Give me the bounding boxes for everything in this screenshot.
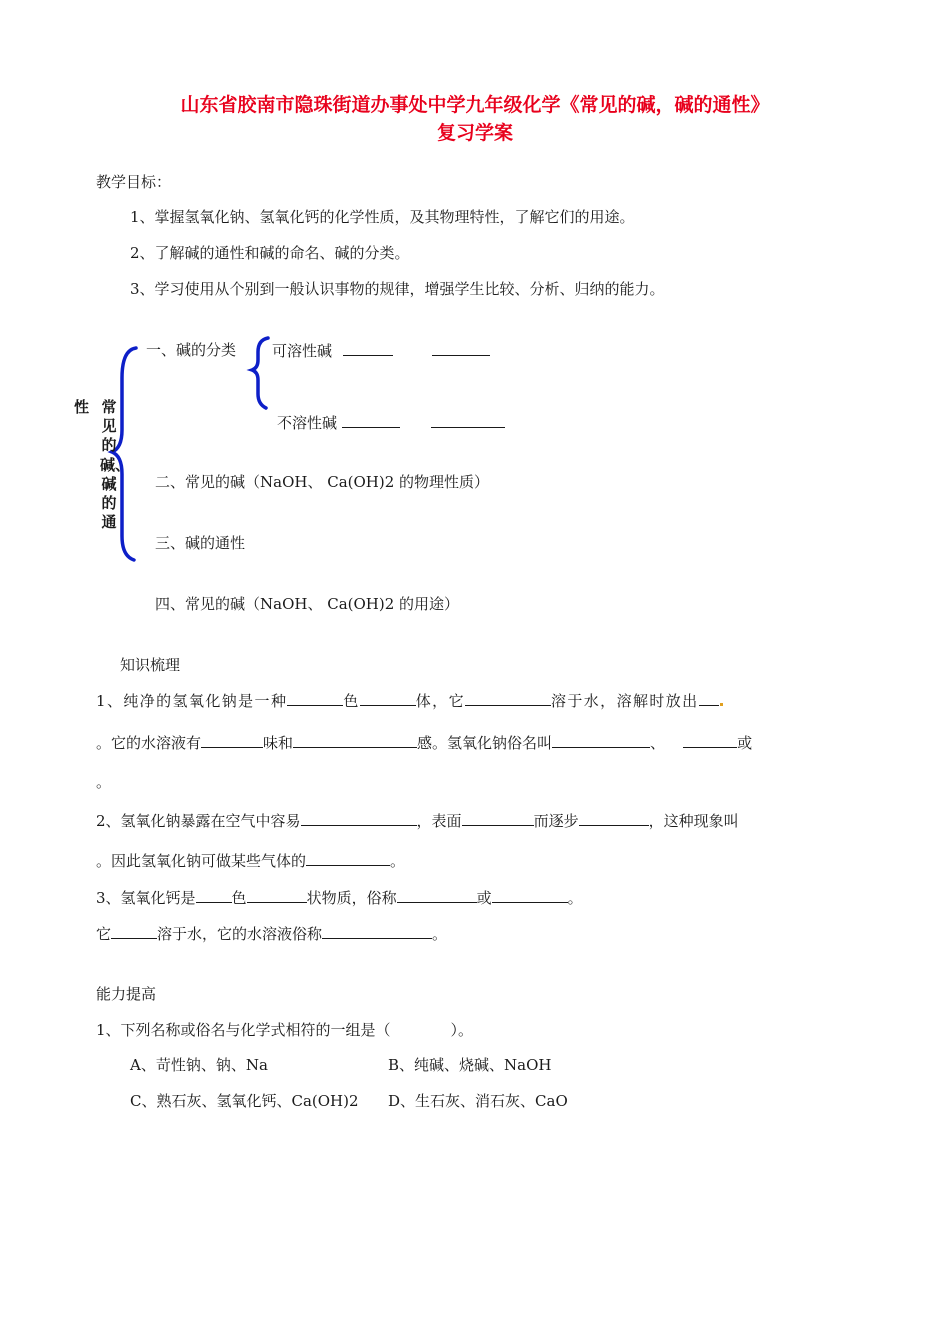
- outline-item-2: 二、常见的碱（NaOH、 Ca(OH)2 的物理性质）: [155, 473, 490, 491]
- q1-text-7: 感。氢氧化钠俗名叫: [417, 734, 553, 752]
- q1-text-5: 。它的水溶液有: [96, 734, 202, 752]
- objective-item-1: 1、掌握氢氧化钠、氢氧化钙的化学性质，及其物理特性，了解它们的用途。: [130, 208, 635, 226]
- ability-heading: 能力提高: [96, 985, 157, 1003]
- outline-item-1: 一、碱的分类: [146, 341, 237, 359]
- q1-blank-taste[interactable]: [201, 732, 263, 748]
- objectives-heading: 教学目标：: [96, 173, 172, 191]
- q1-text-6: 味和: [263, 734, 294, 752]
- q1-blank-feel[interactable]: [293, 732, 417, 748]
- q3-text-4: 或: [476, 889, 492, 907]
- knowledge-heading: 知识梳理: [120, 656, 181, 674]
- q2-text-2: ，表面: [416, 812, 462, 830]
- q3-blank-color[interactable]: [196, 887, 232, 903]
- q1-mark-dot: [720, 703, 723, 706]
- q1-text-1: 1、纯净的氢氧化钠是一种: [96, 692, 288, 710]
- insoluble-blank-2[interactable]: [431, 412, 505, 428]
- q1-text-4: 溶于水，溶解时放出: [550, 692, 699, 710]
- option-a[interactable]: A、苛性钠、钠、Na: [130, 1056, 268, 1074]
- objective-item-3: 3、学习使用从个别到一般认识事物的规律，增强学生比较、分析、归纳的能力。: [130, 280, 665, 298]
- insoluble-base-label: 不溶性碱: [277, 414, 338, 432]
- q2-text-6: 。: [390, 852, 406, 870]
- ability-question-1: 1、下列名称或俗名与化学式相符的一组是（ ）。: [96, 1021, 474, 1039]
- q1-text-8: 、: [650, 734, 666, 752]
- knowledge-q1-line3: 。: [96, 773, 112, 791]
- q2-text-1: 2、氢氧化钠暴露在空气中容易: [96, 812, 301, 830]
- q3-blank-name-1[interactable]: [397, 887, 477, 903]
- q2-blank-absorb[interactable]: [301, 810, 417, 826]
- q2-text-5: 。因此氢氧化钠可做某些气体的: [96, 852, 307, 870]
- soluble-base-label: 可溶性碱: [272, 342, 333, 360]
- q1-blank-state[interactable]: [360, 690, 416, 706]
- q3-blank-form[interactable]: [247, 887, 307, 903]
- objective-item-2: 2、了解碱的通性和碱的命名、碱的分类。: [130, 244, 410, 262]
- q1-blank-solubility[interactable]: [465, 690, 551, 706]
- q1-text-2: 色: [343, 692, 360, 710]
- q3-text-3: 状物质，俗称: [306, 889, 397, 907]
- q3-text-6: 它: [96, 925, 112, 943]
- knowledge-q1-line2: [96, 732, 752, 753]
- soluble-blank-2[interactable]: [432, 340, 490, 356]
- q3-blank-solution-name[interactable]: [322, 923, 432, 939]
- q1-blank-name-1[interactable]: [552, 732, 650, 748]
- q2-blank-gradual[interactable]: [579, 810, 649, 826]
- q1-blank-heat[interactable]: [699, 690, 719, 706]
- document-title-line1: 山东省胶南市隐珠街道办事处中学九年级化学《常见的碱，碱的通性》: [180, 94, 770, 116]
- outline-side-char: 性: [74, 398, 90, 416]
- outline-item-4: 四、常见的碱（NaOH、 Ca(OH)2 的用途）: [155, 595, 460, 613]
- option-d[interactable]: D、生石灰、消石灰、CaO: [388, 1092, 568, 1110]
- q1-text-3: 体，它: [415, 692, 465, 710]
- knowledge-q2-line1: [96, 810, 739, 831]
- q3-blank-solubility[interactable]: [111, 923, 157, 939]
- insoluble-blank-1[interactable]: [342, 412, 400, 428]
- q3-text-8: 。: [432, 925, 448, 943]
- q3-text-2: 色: [231, 889, 247, 907]
- q2-text-3: 而逐步: [533, 812, 579, 830]
- option-c[interactable]: C、熟石灰、氢氧化钙、Ca(OH)2: [130, 1092, 359, 1110]
- q1-text-9: 或: [737, 734, 753, 752]
- q3-text-1: 3、氢氧化钙是: [96, 889, 196, 907]
- q1-blank-name-2[interactable]: [683, 732, 737, 748]
- soluble-blank-1[interactable]: [343, 340, 393, 356]
- q2-text-4: ，这种现象叫: [648, 812, 739, 830]
- knowledge-q2-line2: [96, 850, 405, 871]
- classification-brace: [252, 338, 268, 408]
- outline-item-3: 三、碱的通性: [155, 534, 246, 552]
- outline-vertical-label: 常见的碱、碱的通: [100, 398, 131, 532]
- q1-blank-color[interactable]: [287, 690, 343, 706]
- q2-blank-surface[interactable]: [462, 810, 534, 826]
- insoluble-base-row: [277, 412, 505, 433]
- knowledge-q3-line1: [96, 887, 583, 908]
- q3-text-5: 。: [567, 889, 583, 907]
- soluble-base-row: [272, 340, 490, 361]
- knowledge-q1-line1: [96, 690, 724, 711]
- q2-blank-use[interactable]: [306, 850, 390, 866]
- q3-text-7: 溶于水，它的水溶液俗称: [157, 925, 323, 943]
- knowledge-q3-line2: [96, 923, 447, 944]
- q3-blank-name-2[interactable]: [492, 887, 568, 903]
- option-b[interactable]: B、纯碱、烧碱、NaOH: [388, 1056, 552, 1074]
- document-title-line2: 复习学案: [436, 122, 513, 144]
